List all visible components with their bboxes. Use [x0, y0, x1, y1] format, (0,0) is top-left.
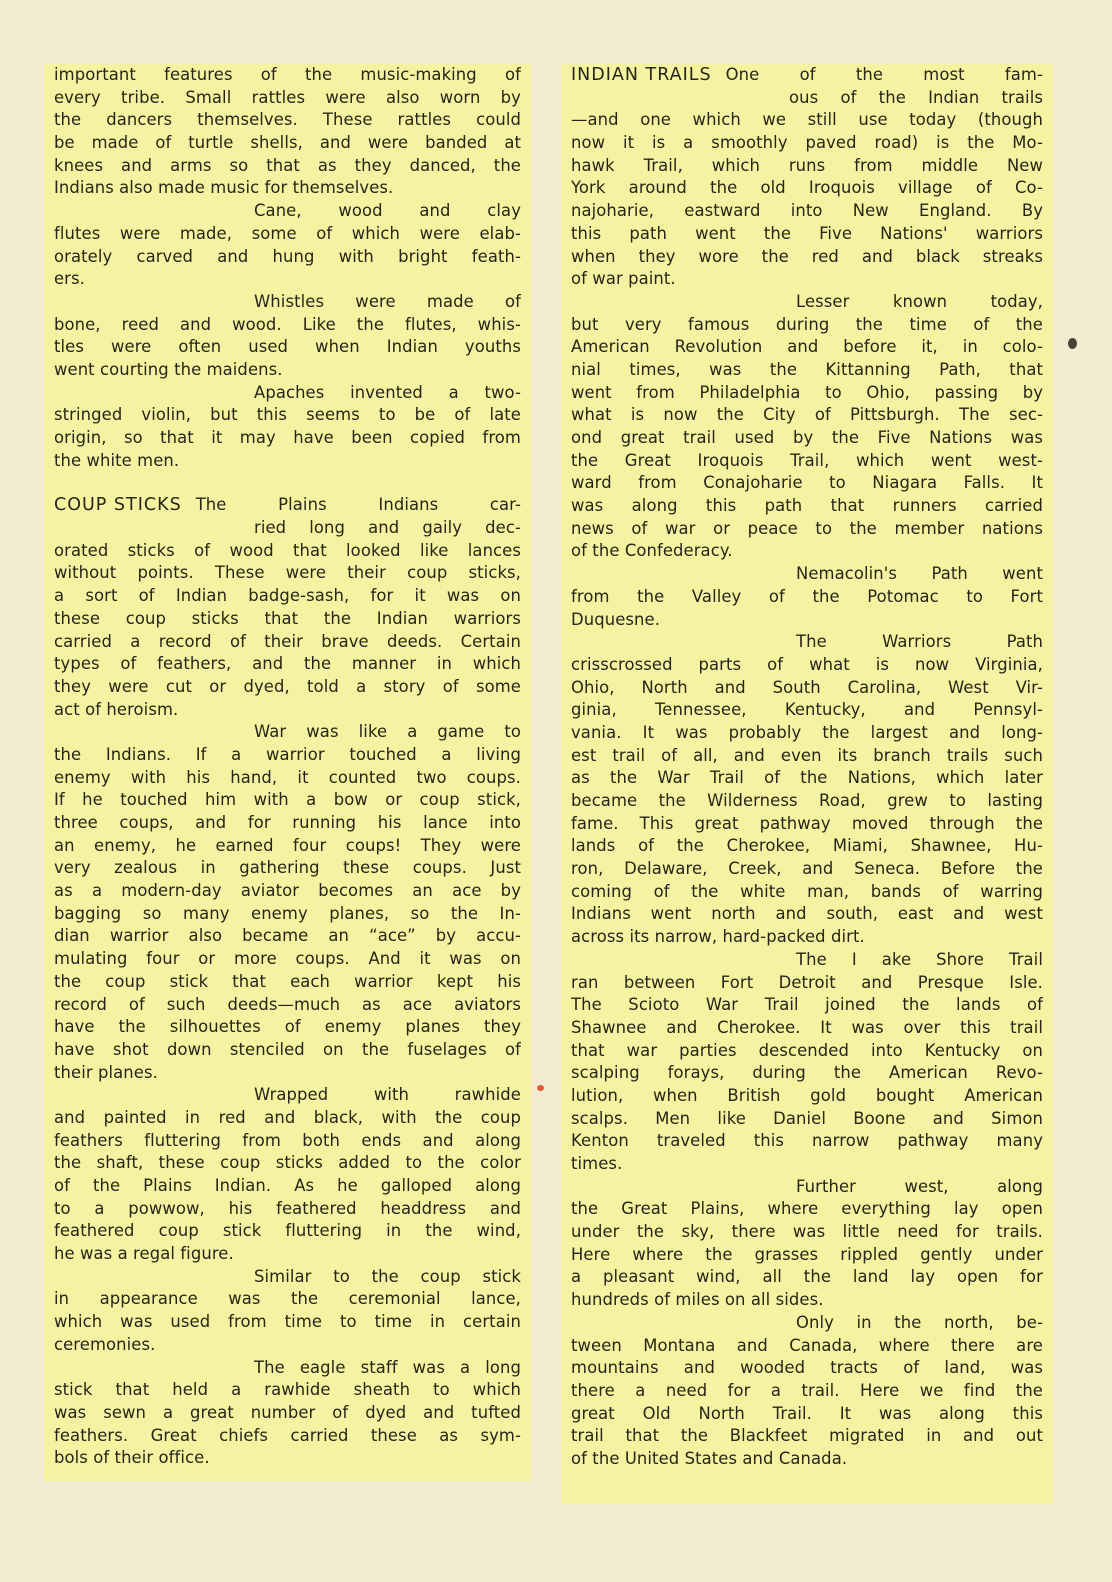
text-line: the dancers themselves. These rattles could	[54, 110, 521, 130]
text-line: he was a regal figure.	[54, 1244, 234, 1264]
text-line: ceremonies.	[54, 1334, 156, 1354]
text-line: be made of turtle shells, and were banded at	[54, 133, 521, 153]
paragraph-lake-shore	[571, 949, 1043, 1176]
text-line: went from Philadelphia to Ohio, passing by	[571, 382, 1043, 402]
text-line: record of such deeds—much as ace aviators	[54, 994, 521, 1014]
text-line: vania. It was probably the largest and long-	[571, 722, 1043, 742]
text-line: of the United States and Canada.	[571, 1448, 848, 1468]
text-line: —and one which we still use today (though	[571, 110, 1043, 130]
paragraph-lesser-known	[571, 291, 1043, 563]
text-line: trail that the Blackfeet migrated in and out	[571, 1426, 1043, 1446]
text-line: became the Wilderness Road, grew to lasting	[571, 791, 1043, 810]
text-line: Lesser known today,	[796, 291, 1043, 311]
text-line: stringed violin, but this seems to be of late	[54, 405, 521, 425]
section-heading: COUP STICKS	[54, 495, 182, 516]
text-line: but very famous during the time of the	[571, 314, 1043, 334]
text-line: under the sky, there was little need for trails.	[571, 1222, 1043, 1242]
text-line: Only in the north, be-	[796, 1312, 1043, 1332]
text-line: The Warriors Path	[796, 632, 1043, 652]
text-line: lands of the Cherokee, Miami, Shawnee, Hu-	[571, 836, 1043, 856]
text-line: the Great Plains, where everything lay open	[571, 1199, 1043, 1219]
text-line: Cane, wood and clay	[254, 201, 521, 221]
text-line: in appearance was the ceremonial lance,	[54, 1289, 521, 1309]
text-line: a pleasant wind, all the land lay open for	[571, 1267, 1043, 1287]
text-line: Ohio, North and South Carolina, West Vir-	[571, 677, 1043, 697]
text-line: news of war or peace to the member nations	[571, 518, 1043, 538]
text-line: feathers. Great chiefs carried these as sym-	[54, 1425, 521, 1445]
text-line: these coup sticks that the Indian warriors	[54, 608, 521, 628]
paragraph-war	[54, 721, 521, 1084]
text-line: have shot down stenciled on the fuselages of	[54, 1039, 521, 1059]
text-line: feathers fluttering from both ends and along	[54, 1130, 521, 1150]
text-line: times.	[571, 1154, 623, 1173]
text-line: the shaft, these coup sticks added to the color	[54, 1153, 521, 1173]
text-line: enemy with his hand, it counted two coups.	[54, 767, 521, 787]
text-line: of the Plains Indian. As he galloped along	[54, 1176, 521, 1195]
paragraph-apaches	[54, 382, 521, 473]
text-line: across its narrow, hard-packed dirt.	[571, 927, 865, 947]
text-line: a sort of Indian badge-sash, for it was on	[54, 586, 521, 606]
text-line: Whistles were made of	[254, 291, 521, 311]
text-line: tles were often used when Indian youths	[54, 337, 521, 357]
text-line: hawk Trail, which runs from middle New	[571, 155, 1043, 175]
text-line: Similar to the coup stick	[254, 1266, 521, 1286]
text-line: hundreds of miles on all sides.	[571, 1290, 824, 1310]
paragraph-nemacolin	[571, 563, 1043, 631]
text-line: The I ake Shore Trail	[796, 949, 1043, 969]
text-line: Here where the grasses rippled gently under	[571, 1244, 1043, 1264]
indian-trails-heading-row	[571, 64, 1043, 87]
text-line: One of the most fam-	[725, 65, 1043, 84]
text-line: this path went the Five Nations' warriors	[571, 223, 1043, 243]
text-line: Further west, along	[796, 1176, 1043, 1196]
text-line: tween Montana and Canada, where there are	[571, 1335, 1043, 1355]
text-line: The eagle staff was a long	[254, 1357, 521, 1377]
text-line: Indians went north and south, east and west	[571, 904, 1043, 924]
text-line: If he touched him with a bow or coup stick,	[54, 790, 521, 810]
text-line: their planes.	[54, 1062, 158, 1082]
section-indian-trails	[571, 64, 1043, 291]
text-line: they were cut or dyed, told a story of some	[54, 676, 521, 696]
ink-speck	[1068, 338, 1077, 349]
text-line: an enemy, he earned four coups! They were	[54, 835, 521, 855]
text-line: the Great Iroquois Trail, which went west-	[571, 450, 1043, 470]
text-line: types of feathers, and the manner in which	[54, 654, 521, 674]
paragraph-further-west	[571, 1176, 1043, 1312]
text-line: of war paint.	[571, 269, 676, 289]
text-line: The Scioto War Trail joined the lands of	[571, 995, 1043, 1015]
coup-sticks-heading-row	[54, 494, 521, 517]
paragraph-eagle-staff	[54, 1357, 521, 1470]
text-line: bone, reed and wood. Like the flutes, whis-	[54, 314, 521, 334]
text-line: Duquesne.	[571, 609, 661, 629]
text-line: York around the old Iroquois village of Co-	[571, 178, 1043, 198]
text-line: feathered coup stick fluttering in the wind,	[54, 1221, 521, 1241]
text-line: Indians also made music for themselves.	[54, 178, 394, 198]
text-line: without points. These were their coup sticks,	[54, 563, 521, 583]
text-line: lution, when British gold bought American	[571, 1085, 1043, 1105]
text-line: Apaches invented a two-	[254, 382, 521, 402]
text-line: ron, Delaware, Creek, and Seneca. Before the	[571, 859, 1043, 879]
text-line: the coup stick that each warrior kept his	[54, 971, 521, 991]
text-line: have the silhouettes of enemy planes they	[54, 1017, 521, 1037]
text-line: carried a record of their brave deeds. Certain	[54, 631, 521, 651]
text-line: origin, so that it may have been copied from	[54, 428, 521, 447]
text-line: orated sticks of wood that looked like lances	[54, 540, 521, 560]
text-line: ran between Fort Detroit and Presque Isle.	[571, 972, 1043, 992]
text-line: Kenton traveled this narrow pathway many	[571, 1131, 1043, 1151]
text-line: what is now the City of Pittsburgh. The sec-	[571, 405, 1043, 425]
text-line: ried long and gaily dec-	[254, 518, 521, 538]
right-column	[561, 64, 1053, 1504]
text-line: when they wore the red and black streaks	[571, 246, 1043, 266]
text-line: orately carved and hung with bright feath-	[54, 246, 521, 266]
text-line: to a powwow, his feathered headdress and	[54, 1198, 521, 1218]
text-line: which was used from time to time in certain	[54, 1312, 521, 1332]
text-line: knees and arms so that as they danced, the	[54, 155, 521, 175]
paragraph-whistles	[54, 291, 521, 382]
paragraph-ceremonial-lance	[54, 1266, 521, 1357]
text-line: nial times, was the Kittanning Path, that	[571, 359, 1043, 379]
text-line: as a modern-day aviator becomes an ace by	[54, 881, 521, 901]
paragraph-flutes	[54, 200, 521, 291]
text-line: bagging so many enemy planes, so the In-	[54, 903, 521, 923]
text-line: as the War Trail of the Nations, which later	[571, 768, 1043, 788]
text-line: fame. This great pathway moved through the	[571, 813, 1043, 833]
text-line: est trail of all, and even its branch trails such	[571, 745, 1043, 765]
text-line: crisscrossed parts of what is now Virginia,	[571, 654, 1043, 674]
left-column	[44, 64, 531, 1481]
text-line: Shawnee and Cherokee. It was over this trail	[571, 1017, 1043, 1037]
paragraph-rattles	[54, 64, 521, 200]
text-line: stick that held a rawhide sheath to which	[54, 1380, 521, 1400]
text-line: the white men.	[54, 450, 180, 470]
text-line: was along this path that runners carried	[571, 496, 1043, 516]
text-line: coming of the white man, bands of warring	[571, 881, 1043, 901]
text-line: scalps. Men like Daniel Boone and Simon	[571, 1108, 1043, 1128]
text-line: The Plains Indians car-	[195, 495, 521, 515]
ink-speck	[537, 1085, 544, 1091]
paragraph-wrapped	[54, 1084, 521, 1266]
text-line: ers.	[54, 269, 85, 289]
text-line: ward from Conajoharie to Niagara Falls. It	[571, 473, 1043, 493]
text-line: mulating four or more coups. And it was on	[54, 949, 521, 969]
section-heading: INDIAN TRAILS	[571, 65, 712, 85]
text-line: great Old North Trail. It was along this	[571, 1403, 1043, 1423]
text-line: was sewn a great number of dyed and tufted	[54, 1402, 521, 1422]
text-line: mountains and wooded tracts of land, was	[571, 1358, 1043, 1378]
text-line: the Indians. If a warrior touched a living	[54, 744, 521, 764]
text-line: now it is a smoothly paved road) is the Mo-	[571, 133, 1043, 153]
paragraph-warriors-path	[571, 631, 1043, 949]
text-line: Wrapped with rawhide	[254, 1085, 521, 1105]
text-line: American Revolution and before it, in colo-	[571, 337, 1043, 357]
text-line: ginia, Tennessee, Kentucky, and Pennsyl-	[571, 700, 1043, 720]
text-line: there a need for a trail. Here we find the	[571, 1380, 1043, 1400]
text-line: ous of the Indian trails	[789, 87, 1043, 107]
text-line: Nemacolin's Path went	[796, 564, 1043, 584]
text-line: bols of their office.	[54, 1448, 210, 1468]
text-line: ond great trail used by the Five Nations was	[571, 428, 1043, 447]
text-line: and painted in red and black, with the coup	[54, 1107, 521, 1127]
text-line: War was like a game to	[254, 722, 521, 742]
text-line: dian warrior also became an “ace” by accu-	[54, 926, 521, 946]
text-line: scalping forays, during the American Revo-	[571, 1063, 1043, 1083]
section-coup-sticks	[54, 494, 521, 721]
text-line: went courting the maidens.	[54, 359, 283, 379]
text-line: najoharie, eastward into New England. By	[571, 201, 1043, 221]
text-line: every tribe. Small rattles were also worn by	[54, 87, 521, 107]
text-line: that war parties descended into Kentucky on	[571, 1040, 1043, 1060]
text-line: from the Valley of the Potomac to Fort	[571, 586, 1043, 606]
paragraph-old-north-trail	[571, 1312, 1043, 1471]
text-line: three coups, and for running his lance into	[54, 813, 521, 832]
text-line: flutes were made, some of which were elab-	[54, 223, 521, 243]
text-line: of the Confederacy.	[571, 541, 733, 561]
text-line: very zealous in gathering these coups. Just	[54, 858, 521, 878]
text-line: act of heroism.	[54, 699, 179, 719]
text-line: important features of the music-making of	[54, 65, 521, 84]
